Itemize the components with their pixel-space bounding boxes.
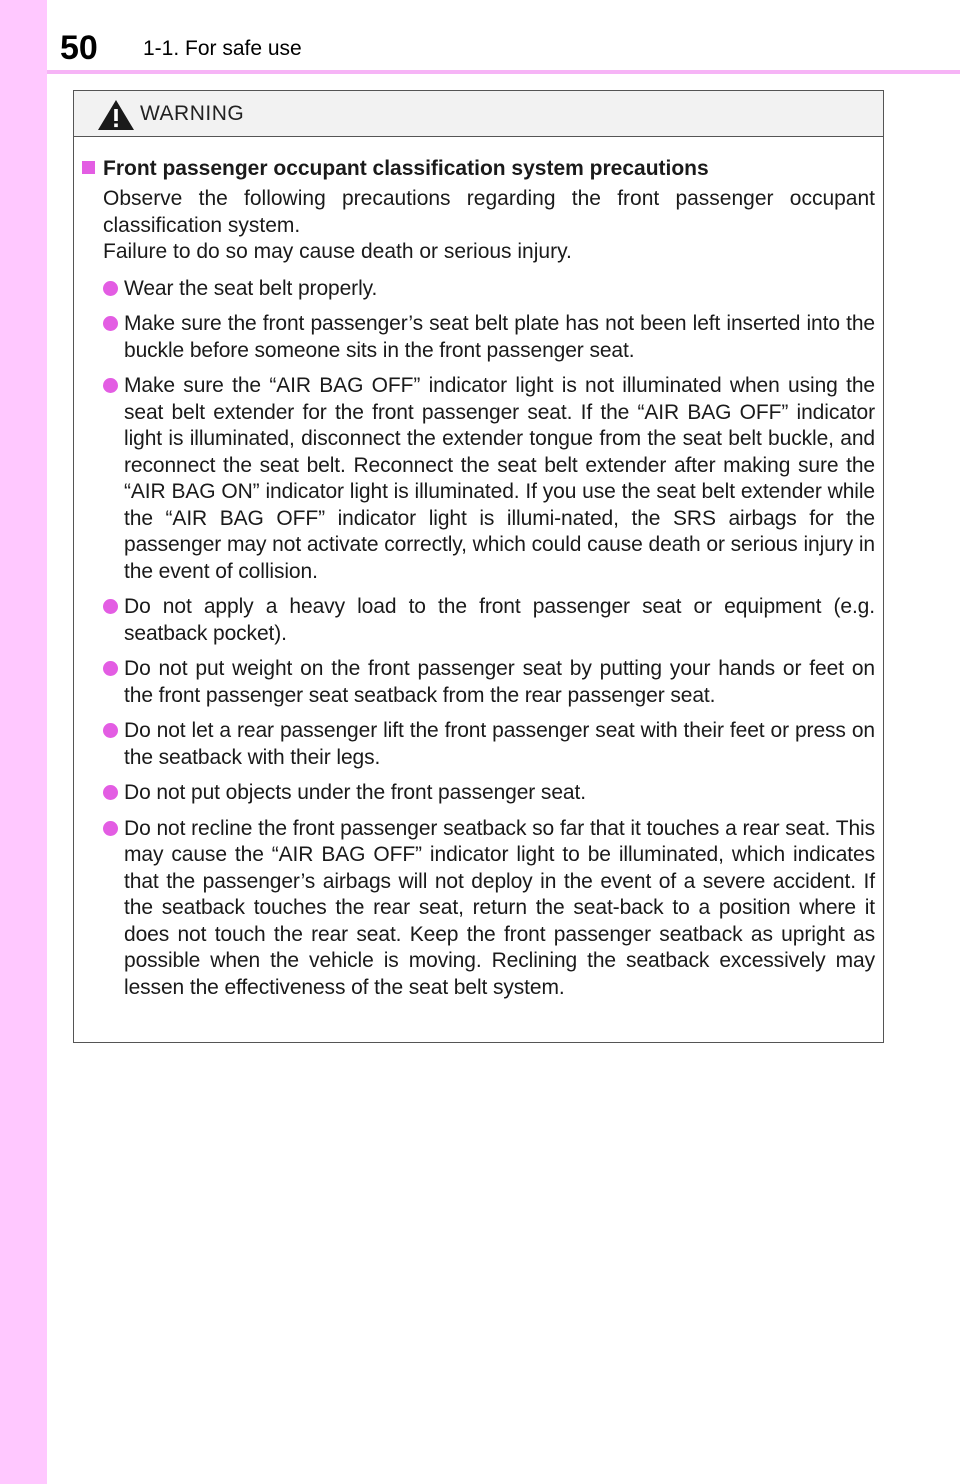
list-item: [103, 816, 875, 1002]
round-bullet-icon: [103, 821, 118, 836]
list-item: [103, 718, 875, 771]
list-item-text: Make sure the front passenger’s seat belt plate has not been left inserted into the buckle before someone sits in the front passenger seat.: [124, 312, 875, 362]
warning-header: [74, 91, 883, 137]
list-item: [103, 780, 875, 807]
list-item: [103, 656, 875, 709]
precaution-list: [103, 276, 875, 1002]
square-bullet-icon: [82, 161, 95, 174]
warning-body: [74, 137, 883, 1001]
list-item-text: Do not put objects under the front passenger seat.: [124, 781, 586, 804]
list-item-text: Do not recline the front passenger seatback so far that it touches a rear seat. This may cause the “AIR BAG OFF” indicator light to be illuminated, which indicates that the passenger’s airbags will not deploy in the event of a severe accident. If the seatback touches the rear seat, return the seat-back to a position where it does not touch the rear seat. Keep the front passenger seatback as upright as possible when the vehicle is moving. Reclining the seatback excessively may lessen the effectiveness of the seat belt system.: [124, 816, 875, 999]
warning-label: WARNING: [140, 102, 245, 125]
list-item-text: Wear the seat belt properly.: [124, 276, 378, 300]
list-item: [103, 594, 875, 647]
round-bullet-icon: [103, 316, 118, 331]
warning-triangle-icon: [97, 99, 135, 131]
round-bullet-icon: [103, 723, 118, 738]
list-item-text: Do not put weight on the front passenger seat by putting your hands or feet on the front passenger seat seatback from the rear passenger seat.: [124, 657, 875, 707]
round-bullet-icon: [103, 378, 118, 393]
side-color-band: [0, 0, 47, 1484]
warning-box: [73, 90, 884, 1043]
round-bullet-icon: [103, 785, 118, 800]
header-rule: [47, 70, 960, 74]
page-number: 50: [60, 29, 98, 67]
list-item-text: Do not apply a heavy load to the front passenger seat or equipment (e.g. seatback pocket).: [124, 595, 875, 645]
round-bullet-icon: [103, 281, 118, 296]
list-item-text: Make sure the “AIR BAG OFF” indicator light is not illuminated when using the seat belt extender for the front passenger seat. If the “AIR BAG OFF” indicator light is illuminated, disconnect the extender tongue from the seat belt buckle, and reconnect the seat belt. Reconnect the seat belt extender after making sure the “AIR BAG ON” indicator light is illuminated. If you use the seat belt extender while the “AIR BAG OFF” indicator light is illumi-nated, the SRS airbags for the passenger may not activate correctly, which could cause death or serious injury in the event of collision.: [124, 374, 875, 583]
round-bullet-icon: [103, 661, 118, 676]
warning-heading-text: Front passenger occupant classification system precautions: [103, 157, 709, 180]
round-bullet-icon: [103, 599, 118, 614]
list-item: [103, 276, 875, 303]
section-title: 1-1. For safe use: [143, 37, 302, 60]
intro-line: Failure to do so may cause death or serious injury.: [103, 240, 572, 263]
list-item: [103, 373, 875, 585]
warning-heading: [82, 155, 875, 182]
list-item: [103, 311, 875, 364]
warning-intro: [103, 186, 875, 266]
intro-line: Observe the following precautions regarding the front passenger occupant classification system.: [103, 187, 875, 237]
list-item-text: Do not let a rear passenger lift the front passenger seat with their feet or press on the seatback with their legs.: [124, 719, 875, 769]
